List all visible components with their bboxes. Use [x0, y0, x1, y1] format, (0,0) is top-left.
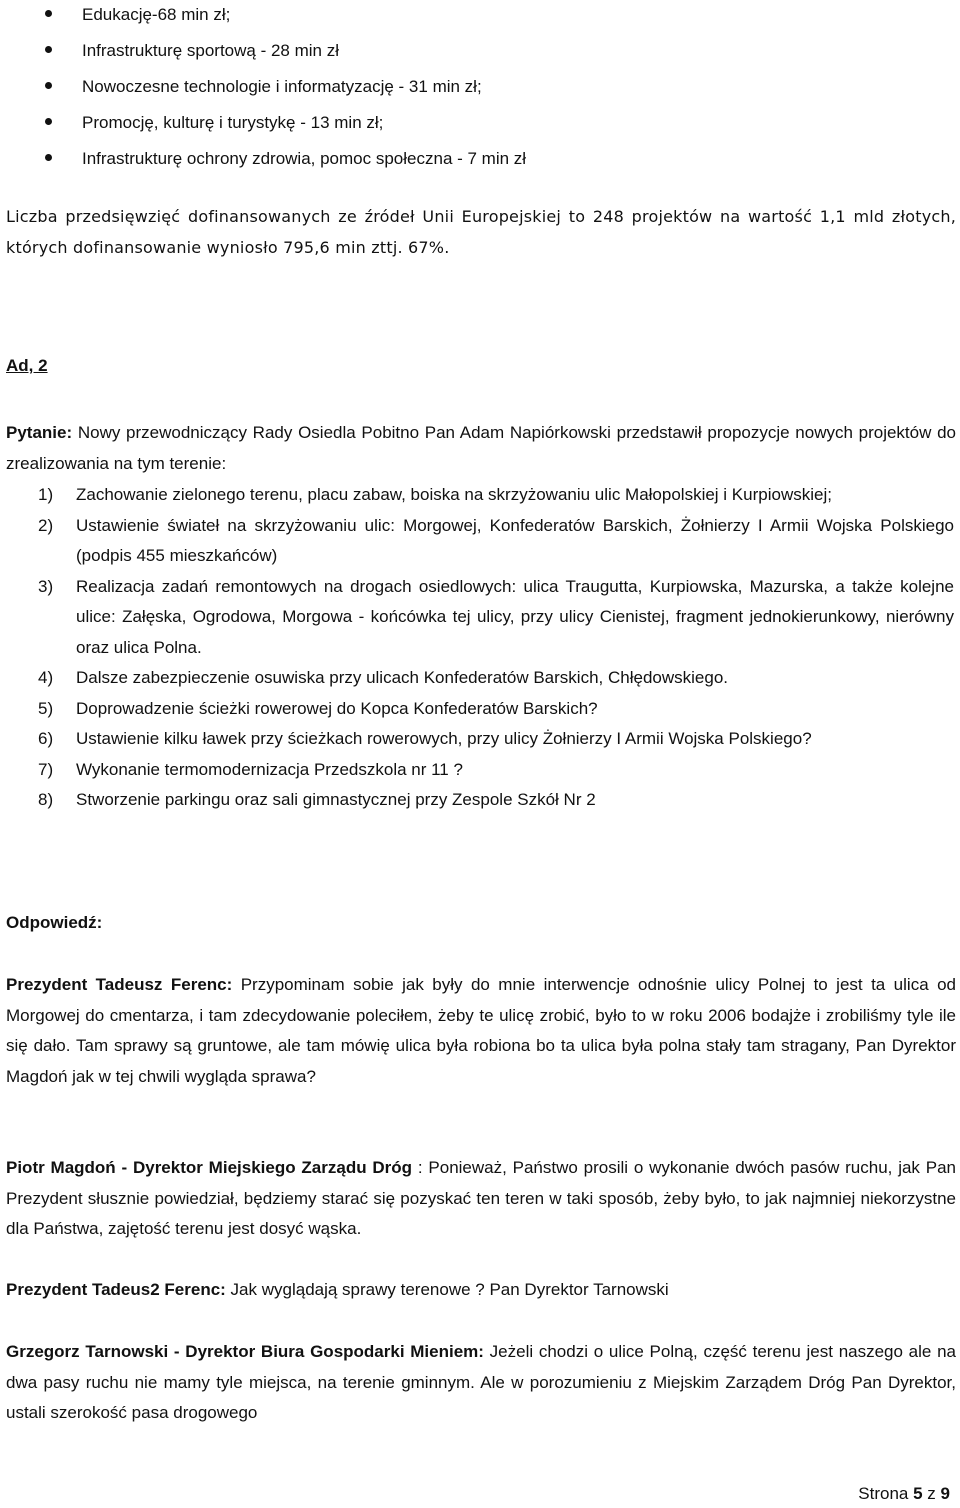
speaker-name: Prezydent Tadeusz Ferenc:	[6, 975, 233, 994]
list-item: 1) Zachowanie zielonego terenu, placu zabaw, boiska na skrzyżowaniu ulic Małopolskiej i Kurpiowskiej;	[38, 485, 832, 504]
speaker-name: Piotr Magdoń - Dyrektor Miejskiego Zarządu Dróg	[6, 1158, 413, 1177]
statement-paragraph: Prezydent Tadeus2 Ferenc: Jak wyglądają sprawy terenowe ? Pan Dyrektor Tarnowski	[6, 1280, 669, 1299]
list-item: Nowoczesne technologie i informatyzację - 31 min zł;	[0, 72, 960, 108]
summary-paragraph: Liczba przedsięwzięć dofinansowanych ze źródeł Unii Europejskiej to 248 projektów na wartość 1,1 mld złotych, których dofinansowanie wyniosło 795,6 min zttj. 67%.	[6, 207, 956, 257]
bullet-icon	[45, 46, 52, 53]
list-item: Promocję, kulturę i turystykę - 13 min zł;	[0, 108, 960, 144]
list-item: 5) Doprowadzenie ścieżki rowerowej do Kopca Konfederatów Barskich?	[38, 698, 598, 718]
bullet-icon	[45, 10, 52, 17]
question-label: Pytanie:	[6, 423, 73, 442]
list-item: Edukację-68 min zł;	[0, 0, 960, 36]
bullet-icon	[45, 118, 52, 125]
list-item: Infrastrukturę ochrony zdrowia, pomoc społeczna - 7 min zł	[0, 144, 960, 180]
list-item: 4) Dalsze zabezpieczenie osuwiska przy ulicach Konfederatów Barskich, Chłędowskiego.	[38, 668, 728, 687]
list-item: 2) Ustawienie świateł na skrzyżowaniu ulic: Morgowej, Konfederatów Barskich, Żołnierzy I Armii Wojska Polskiego (podpis 455 mieszkańców)	[38, 515, 954, 565]
statement-paragraph: Grzegorz Tarnowski - Dyrektor Biura Gospodarki Mieniem: Jeżeli chodzi o ulice Polną, część terenu jest naszego ale na dwa pasy ruchu nie mamy tyle miejsca, na terenie gminnym. Ale w porozumieniu z Miejskim Zarządem Dróg Pan Dyrektor, ustali szerokość pasa drogowego	[6, 1342, 956, 1422]
bullet-icon	[45, 82, 52, 89]
speaker-name: Prezydent Tadeus2 Ferenc:	[6, 1280, 226, 1299]
section-heading: Ad, 2	[6, 356, 48, 375]
answer-heading: Odpowiedź:	[6, 913, 103, 932]
speaker-name: Grzegorz Tarnowski - Dyrektor Biura Gospodarki Mieniem:	[6, 1342, 484, 1361]
proposal-list	[38, 480, 954, 816]
list-item: 7) Wykonanie termomodernizacja Przedszkola nr 11 ?	[38, 759, 463, 779]
bullet-icon	[45, 154, 52, 161]
funding-bullet-list	[0, 0, 960, 180]
page-number: Strona 5 z 9	[858, 1484, 950, 1503]
statement-paragraph: Prezydent Tadeusz Ferenc: Przypominam sobie jak były do mnie interwencje odnośnie ulicy Polnej to jest ta ulica od Morgowej do cmentarza, i tam zdecydowanie poleciłem, żeby te ulicę zrobić, było to w roku 2006 bodajże i zrobiliśmy tyle ile się dało. Tam sprawy są gruntowe, ale tam mówię ulica była robiona bo ta ulica była polna stały tam stragany, Pan Dyrektor Magdoń jak w tej chwili wygląda sprawa?	[6, 975, 956, 1086]
list-item: Infrastrukturę sportową - 28 min zł	[0, 36, 960, 72]
list-item: 8) Stworzenie parkingu oraz sali gimnastycznej przy Zespole Szkół Nr 2	[38, 790, 596, 809]
list-item: 6) Ustawienie kilku ławek przy ścieżkach rowerowych, przy ulicy Żołnierzy I Armii Wojska Polskiego?	[38, 729, 812, 748]
statement-paragraph: Piotr Magdoń - Dyrektor Miejskiego Zarządu Dróg : Ponieważ, Państwo prosili o wykonanie dwóch pasów ruchu, jak Pan Prezydent słusznie powiedział, będziemy starać się pozyskać ten teren w taki sposób, żeby było, to jak najmniej niekorzystne dla Państwa, zajętość terenu jest dosyć wąska.	[6, 1158, 956, 1238]
list-item: 3) Realizacja zadań remontowych na drogach osiedlowych: ulica Traugutta, Kurpiowska, Mazurska, a także kolejne ulice: Załęska, Ogrodowa, Morgowa - końcówka tej ulicy, przy ulicy Cienistej, fragment jednokierunkowy, nierówny oraz ulica Polna.	[38, 576, 954, 657]
question-paragraph	[6, 418, 956, 479]
question-text: Nowy przewodniczący Rady Osiedla Pobitno Pan Adam Napiórkowski przedstawił propozycje nowych projektów do zrealizowania na tym terenie:	[6, 423, 956, 473]
